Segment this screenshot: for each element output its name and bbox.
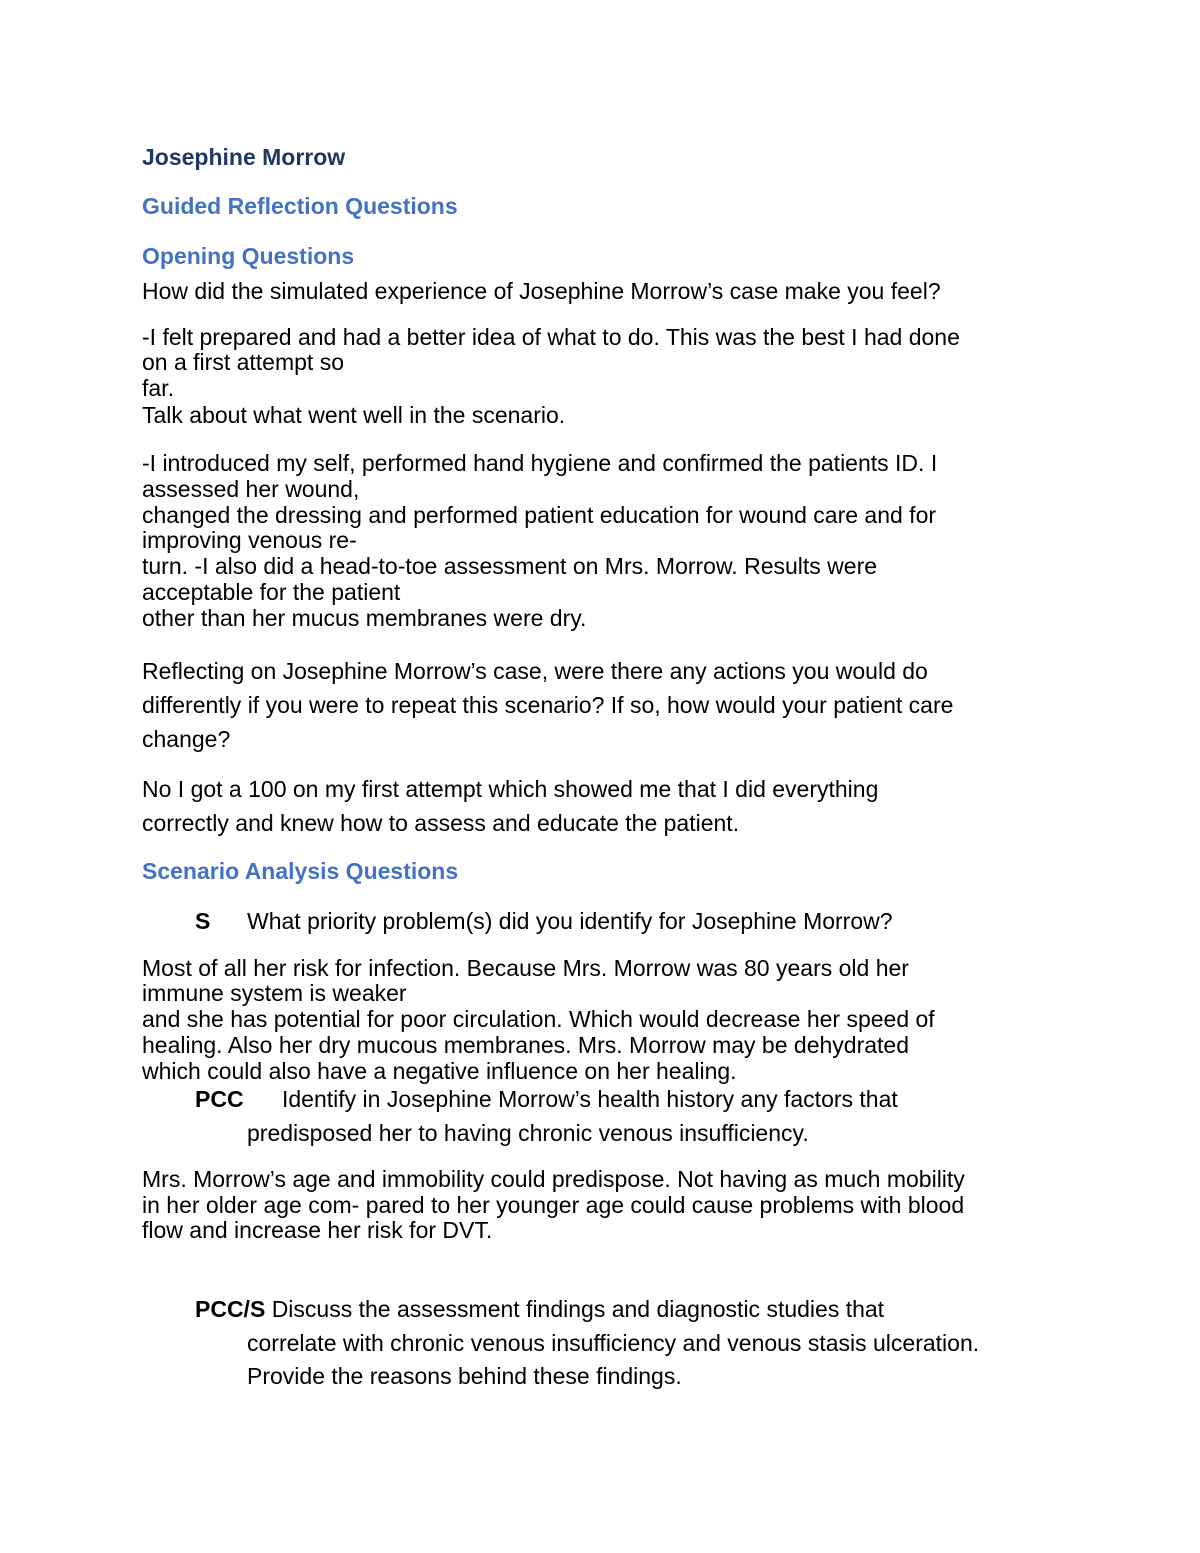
answer-s-line: immune system is weaker xyxy=(142,980,407,1006)
answer-pcc-line: Mrs. Morrow’s age and immobility could predispose. Not having as much mobility xyxy=(142,1166,965,1192)
answer-pcc-line: flow and increase her risk for DVT. xyxy=(142,1217,493,1243)
answer-2-line: acceptable for the patient xyxy=(142,579,401,605)
question-pccs-text-line: correlate with chronic venous insufficiency and venous stasis ulceration. xyxy=(247,1330,980,1356)
answer-2-line: assessed her wound, xyxy=(142,476,360,502)
opening-question-3-line: change? xyxy=(142,726,231,752)
question-pcc-label: PCC xyxy=(195,1086,244,1112)
answer-s-line: healing. Also her dry mucous membranes. Mrs. Morrow may be dehydrated xyxy=(142,1032,909,1058)
answer-2-line: other than her mucus membranes were dry. xyxy=(142,605,587,631)
opening-question-1: How did the simulated experience of Josephine Morrow’s case make you feel? xyxy=(142,278,941,304)
question-pccs xyxy=(195,1296,884,1322)
answer-3-line: No I got a 100 on my first attempt which showed me that I did everything xyxy=(142,776,879,802)
answer-s-line: Most of all her risk for infection. Because Mrs. Morrow was 80 years old her xyxy=(142,955,909,981)
question-pcc xyxy=(195,1086,898,1112)
question-pccs-text: Discuss the assessment findings and diagnostic studies that xyxy=(271,1296,885,1322)
answer-s-line: and she has potential for poor circulation. Which would decrease her speed of xyxy=(142,1006,935,1032)
question-pcc-text-line: predisposed her to having chronic venous insufficiency. xyxy=(247,1120,809,1146)
answer-1-line: far. xyxy=(142,375,174,401)
answer-s-line: which could also have a negative influence on her healing. xyxy=(142,1058,737,1084)
doc-subtitle: Guided Reflection Questions xyxy=(142,193,458,219)
answer-1-line: -I felt prepared and had a better idea of what to do. This was the best I had done xyxy=(142,324,960,350)
answer-2-line: changed the dressing and performed patient education for wound care and for xyxy=(142,502,937,528)
question-s-text: What priority problem(s) did you identify for Josephine Morrow? xyxy=(247,908,893,934)
question-pccs-text-line: Provide the reasons behind these findings. xyxy=(247,1363,682,1389)
question-pccs-label: PCC/S xyxy=(195,1296,266,1322)
question-pcc-text: Identify in Josephine Morrow’s health history any factors that xyxy=(282,1086,898,1112)
answer-2-line: -I introduced my self, performed hand hygiene and confirmed the patients ID. I xyxy=(142,450,938,476)
question-s xyxy=(195,908,893,934)
scenario-analysis-heading: Scenario Analysis Questions xyxy=(142,858,459,884)
answer-2-line: turn. -I also did a head-to-toe assessment on Mrs. Morrow. Results were xyxy=(142,553,878,579)
question-s-label: S xyxy=(195,908,211,934)
opening-question-2: Talk about what went well in the scenario. xyxy=(142,402,566,428)
answer-3-line: correctly and knew how to assess and educate the patient. xyxy=(142,810,740,836)
doc-title: Josephine Morrow xyxy=(142,144,346,170)
answer-2-line: improving venous re- xyxy=(142,527,357,553)
opening-question-3-line: Reflecting on Josephine Morrow’s case, were there any actions you would do xyxy=(142,658,928,684)
opening-questions-heading: Opening Questions xyxy=(142,243,355,269)
answer-pcc-line: in her older age com- pared to her younger age could cause problems with blood xyxy=(142,1192,965,1218)
answer-1-line: on a first attempt so xyxy=(142,349,344,375)
opening-question-3-line: differently if you were to repeat this scenario? If so, how would your patient care xyxy=(142,692,954,718)
